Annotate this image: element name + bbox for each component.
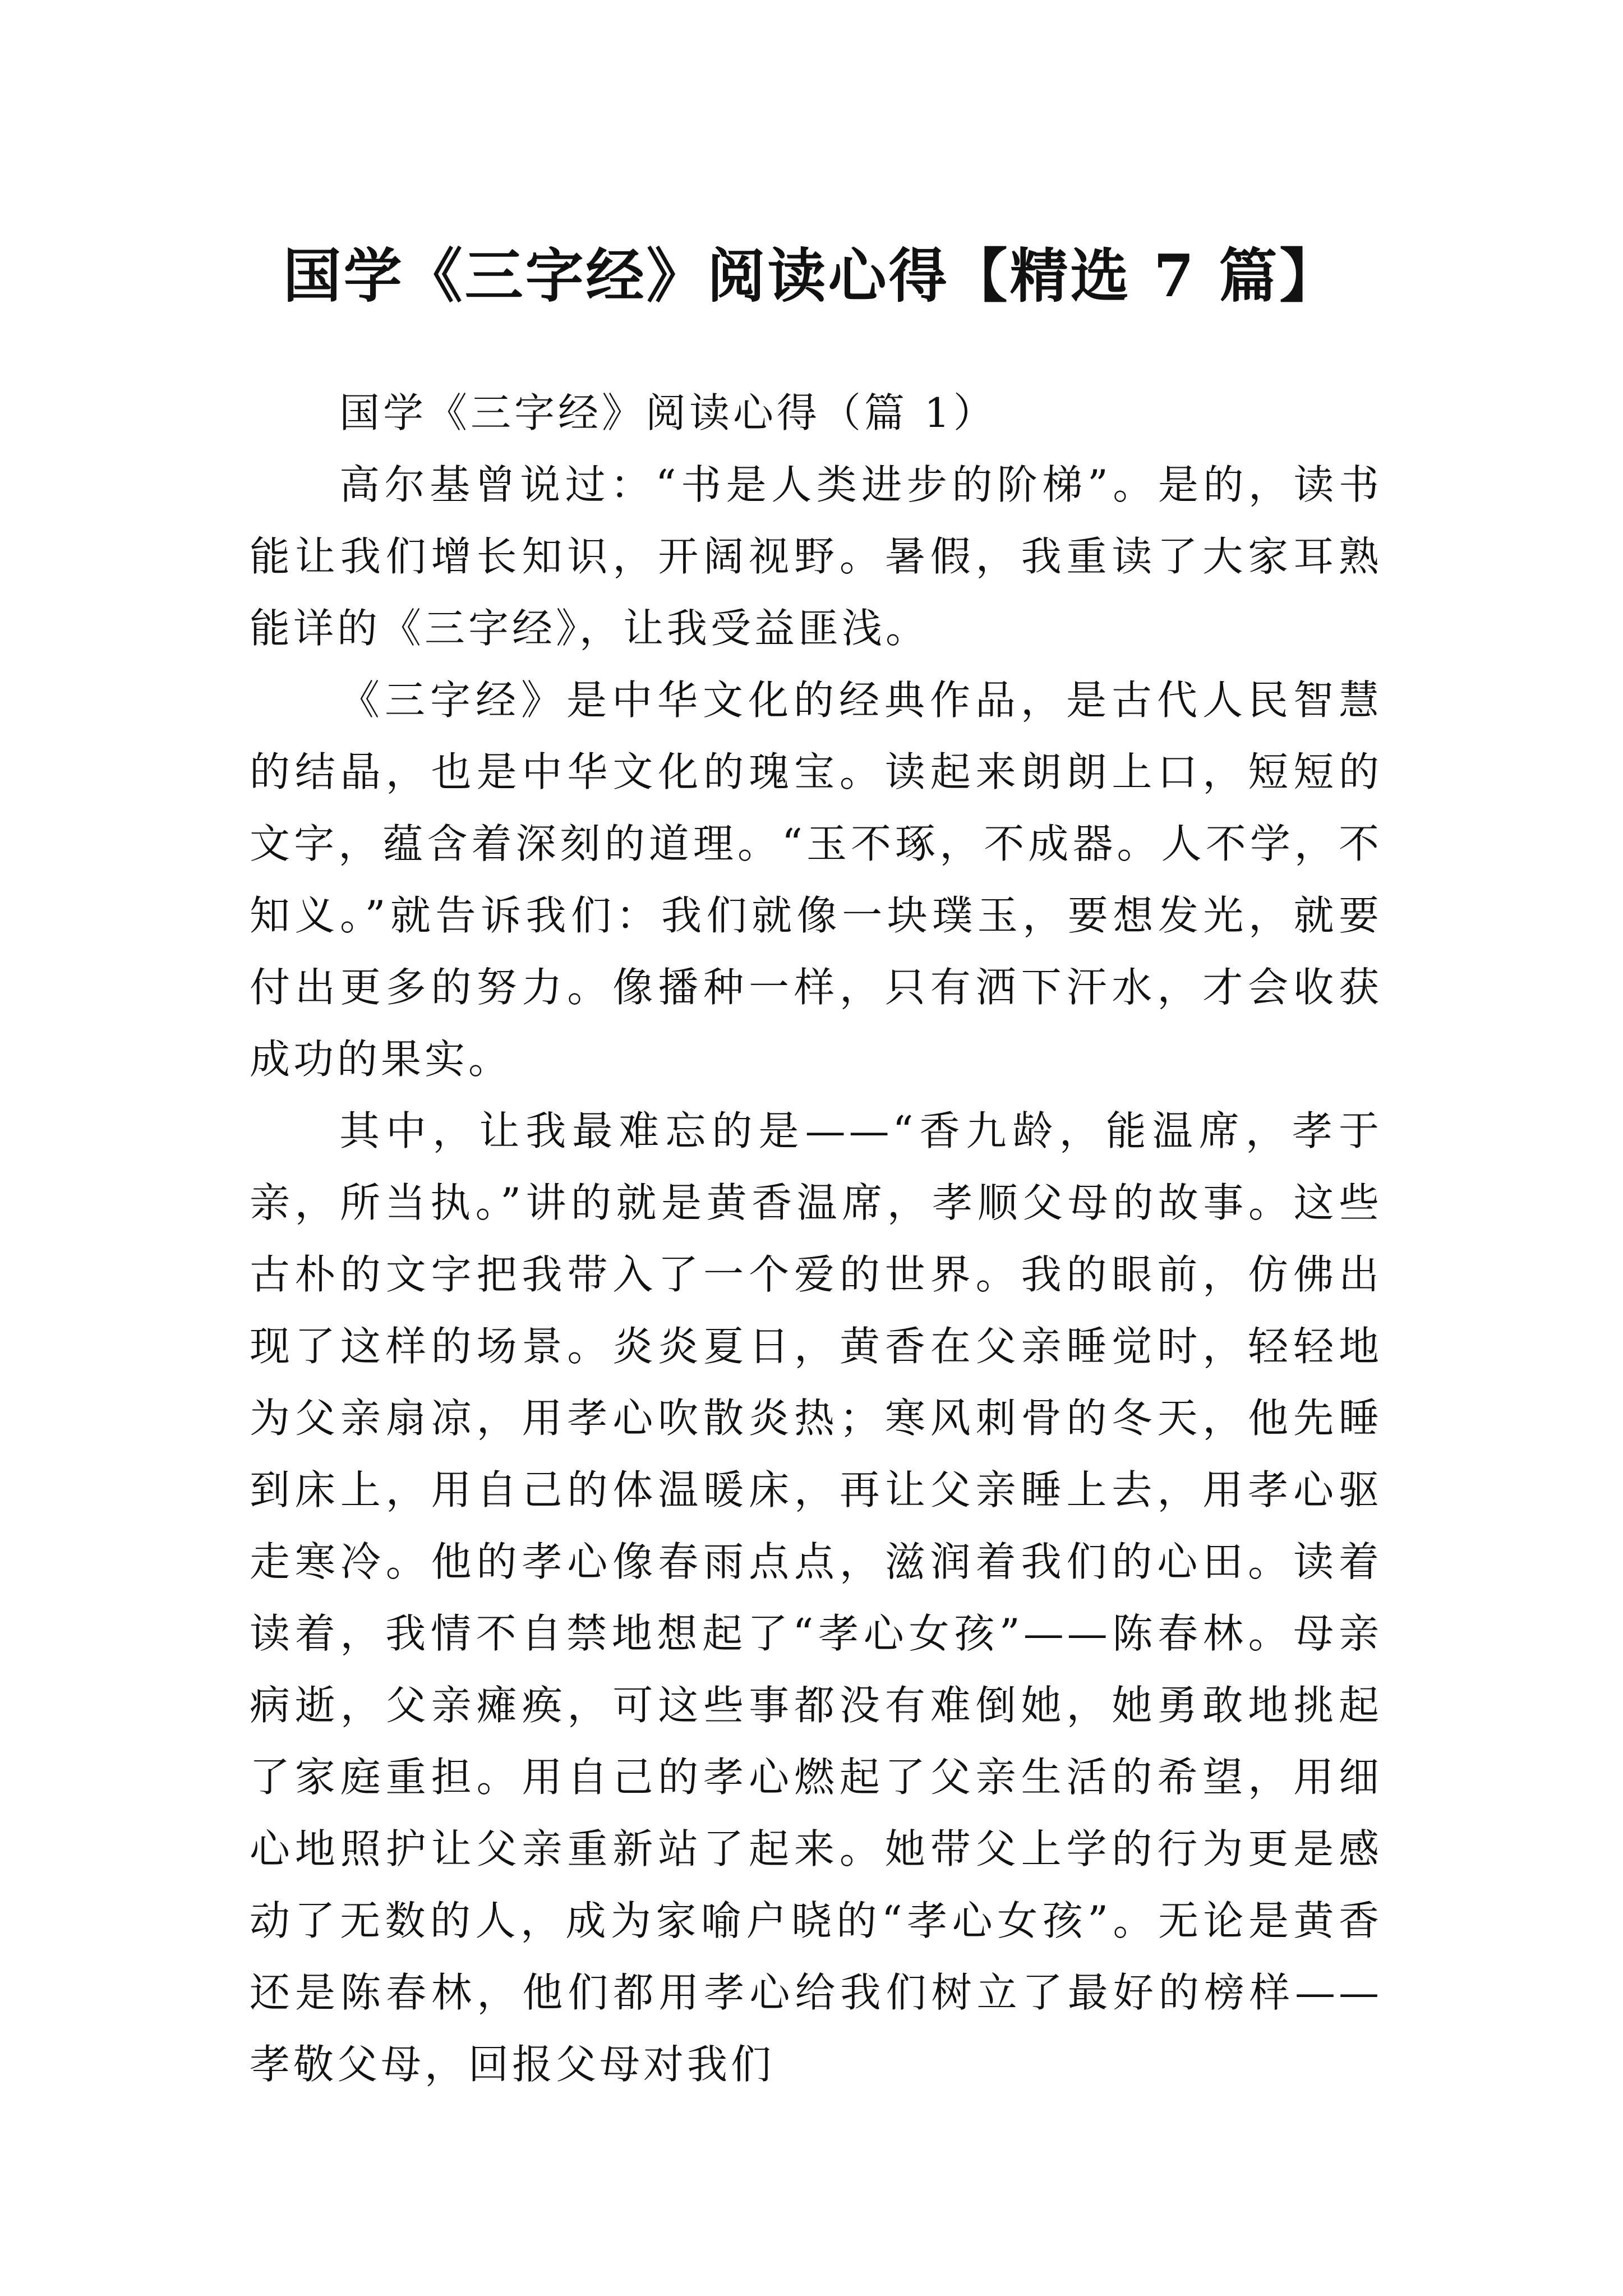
document-title: 国学《三字经》阅读心得【精选 7 篇】: [283, 241, 1340, 310]
paragraph-1: 高尔基曾说过：“书是人类进步的阶梯”。是的，读书能让我们增长知识，开阔视野。暑假，我重读了大家耳熟能详的《三字经》，让我受益匪浅。: [250, 461, 1382, 652]
document-body: [250, 377, 1382, 2100]
section-heading: 国学《三字经》阅读心得（篇 1）: [339, 389, 997, 436]
paragraph-2: 《三字经》是中华文化的经典作品，是古代人民智慧的结晶，也是中华文化的瑰宝。读起来朗朗上口，短短的文字，蕴含着深刻的道理。“玉不琢，不成器。人不学，不知义。”就告诉我们：我们就像一块璞玉，要想发光，就要付出更多的努力。像播种一样，只有洒下汗水，才会收获成功的果实。: [250, 677, 1382, 1083]
paragraph-3: 其中，让我最难忘的是——“香九龄，能温席，孝于亲，所当执。”讲的就是黄香温席，孝顺父母的故事。这些古朴的文字把我带入了一个爱的世界。我的眼前，仿佛出现了这样的场景。炎炎夏日，黄香在父亲睡觉时，轻轻地为父亲扇凉，用孝心吹散炎热；寒风刺骨的冬天，他先睡到床上，用自己的体温暖床，再让父亲睡上去，用孝心驱走寒冷。他的孝心像春雨点点，滋润着我们的心田。读着读着，我情不自禁地想起了“孝心女孩”——陈春林。母亲病逝，父亲瘫痪，可这些事都没有难倒她，她勇敢地挑起了家庭重担。用自己的孝心燃起了父亲生活的希望，用细心地照护让父亲重新站了起来。她带父上学的行为更是感动了无数的人，成为家喻户晓的“孝心女孩”。无论是黄香还是陈春林，他们都用孝心给我们树立了最好的榜样——孝敬父母，回报父母对我们: [250, 1107, 1382, 2088]
